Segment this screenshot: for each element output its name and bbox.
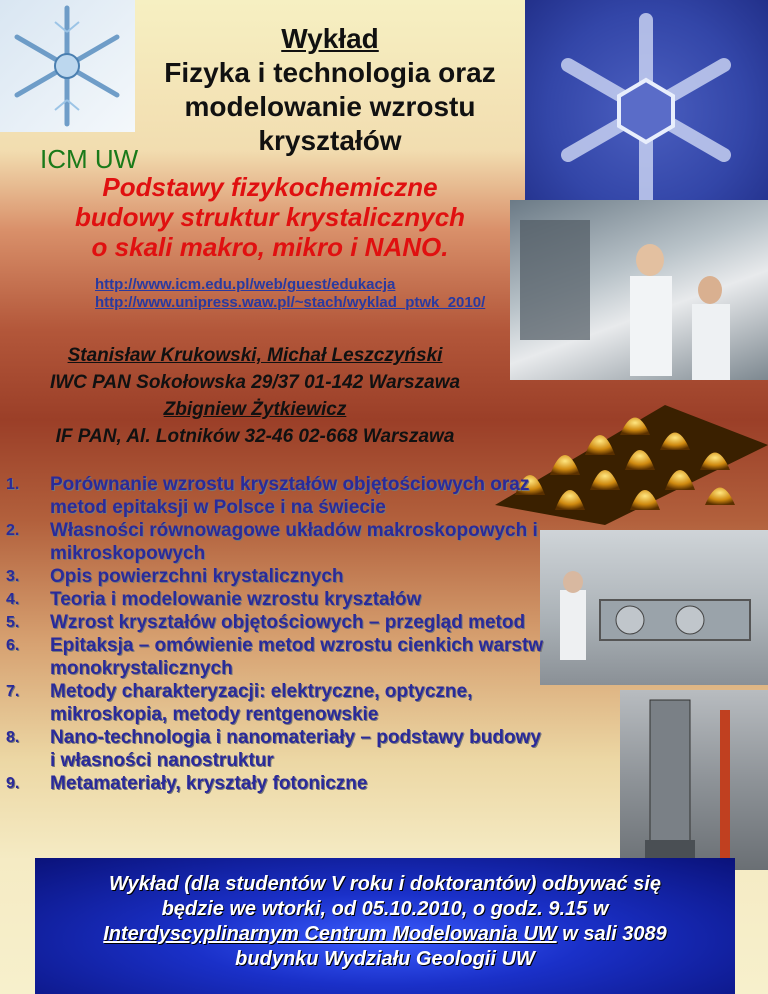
list-number: 9. xyxy=(6,775,20,792)
list-item xyxy=(6,634,646,680)
topic-text: Metody charakteryzacji: elektryczne, optyczne, xyxy=(50,681,473,702)
lab-photo-scientists xyxy=(510,200,768,380)
authors-address-1: IWC PAN Sokołowska 29/37 01-142 Warszawa xyxy=(49,372,461,393)
schedule-line-4: budynku Wydziału Geologii UW xyxy=(235,948,535,970)
list-number: 7. xyxy=(6,683,20,700)
topic-text: Wzrost kryształów objętościowych – przegląd metod xyxy=(50,612,526,633)
subtitle-line-3: o skali makro, mikro i NANO. xyxy=(91,232,449,262)
list-item xyxy=(6,680,646,726)
list-number: 3. xyxy=(6,568,20,585)
schedule-line-1: Wykład (dla studentów V roku i doktorantów) odbywać się xyxy=(109,873,661,895)
title-line-1: Wykład xyxy=(281,23,379,54)
schedule-text xyxy=(35,872,735,972)
topic-text: Metamateriały, kryształy fotoniczne xyxy=(50,773,368,794)
schedule-banner xyxy=(35,858,735,994)
topic-text-cont: metod epitaksji w Polsce i na świecie xyxy=(50,497,386,518)
snowflake-photo-right xyxy=(525,0,768,222)
list-number: 2. xyxy=(6,522,20,539)
list-item xyxy=(6,588,646,611)
link-unipress-wyklad[interactable]: http://www.unipress.waw.pl/~stach/wyklad_ptwk_2010/ xyxy=(95,294,486,311)
subtitle-line-1: Podstawy fizykochemiczne xyxy=(102,172,438,202)
list-item xyxy=(6,611,646,634)
lecture-title xyxy=(140,22,520,158)
topic-text: Teoria i modelowanie wzrostu kryształów xyxy=(50,589,422,610)
topic-text-cont: monokrystalicznych xyxy=(50,658,233,679)
topic-text-cont: mikroskopowych xyxy=(50,543,206,564)
topic-text-cont: i własności nanostruktur xyxy=(50,750,274,771)
topic-text: Porównanie wzrostu kryształów objętościowych oraz xyxy=(50,474,530,495)
list-item xyxy=(6,565,646,588)
list-number: 1. xyxy=(6,476,20,493)
list-item xyxy=(6,519,646,565)
topic-text: Epitaksja – omówienie metod wzrostu cienkich warstw xyxy=(50,635,544,656)
title-line-3: modelowanie wzrostu xyxy=(184,91,476,122)
list-item xyxy=(6,726,646,772)
author-name-2: Zbigniew Żytkiewicz xyxy=(163,399,347,420)
lecture-subtitle xyxy=(20,172,520,262)
authors-block xyxy=(0,342,510,450)
topics-list xyxy=(6,473,646,795)
schedule-room: w sali 3089 xyxy=(556,923,667,945)
topic-text-cont: mikroskopia, metody rentgenowskie xyxy=(50,704,379,725)
links-block xyxy=(95,276,485,312)
title-line-2: Fizyka i technologia oraz xyxy=(164,57,496,88)
authors-names: Stanisław Krukowski, Michał Leszczyński xyxy=(67,345,443,366)
list-item xyxy=(6,772,646,795)
link-icm-edukacja[interactable]: http://www.icm.edu.pl/web/guest/edukacja xyxy=(95,276,396,293)
topic-text: Własności równowagowe układów makroskopowych i xyxy=(50,520,538,541)
snowflake-photo-left xyxy=(0,0,135,132)
list-number: 8. xyxy=(6,729,20,746)
topic-text: Nano-technologia i nanomateriały – podstawy budowy xyxy=(50,727,541,748)
topic-text: Opis powierzchni krystalicznych xyxy=(50,566,344,587)
subtitle-line-2: budowy struktur krystalicznych xyxy=(74,202,466,232)
authors-address-2: IF PAN, Al. Lotników 32-46 02-668 Warszawa xyxy=(55,426,455,447)
organization-label: ICM UW xyxy=(40,144,139,174)
schedule-line-2: będzie we wtorki, od 05.10.2010, o godz. 9.15 w xyxy=(161,898,609,920)
list-number: 4. xyxy=(6,591,20,608)
list-number: 5. xyxy=(6,614,20,631)
schedule-line-3 xyxy=(35,922,735,947)
title-line-4: kryształów xyxy=(258,125,402,156)
list-number: 6. xyxy=(6,637,20,654)
list-item xyxy=(6,473,646,519)
schedule-venue: Interdyscyplinarnym Centrum Modelowania UW xyxy=(103,923,557,945)
